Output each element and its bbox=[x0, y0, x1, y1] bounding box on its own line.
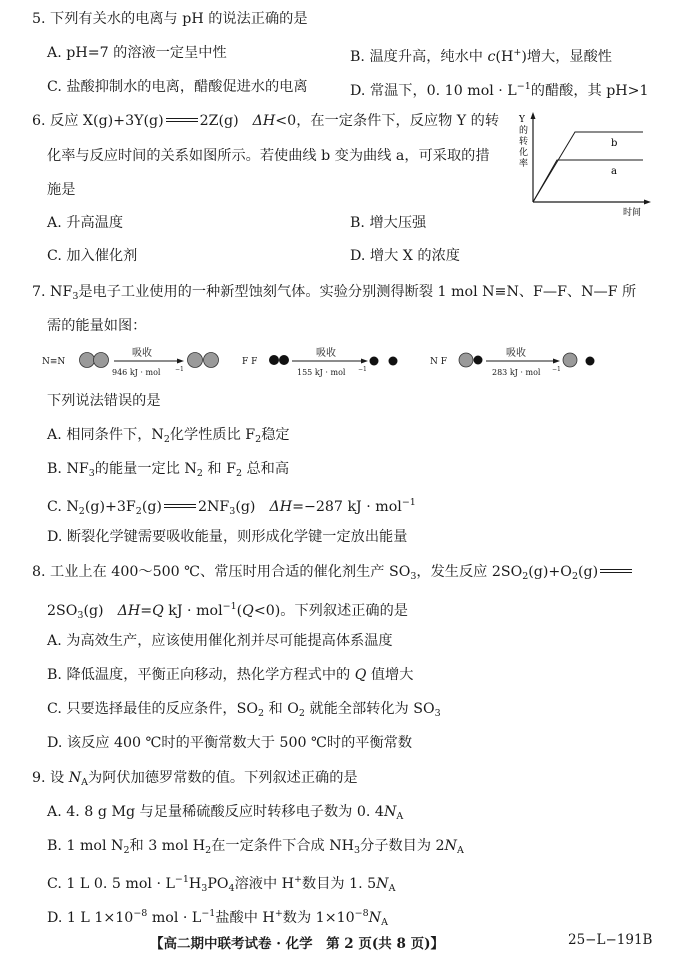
q8-option-a: A. 为高效生产，应该使用催化剂并尽可能提高体系温度 bbox=[47, 633, 393, 649]
q7-stem-line1: 7. $NF_3$是电子工业使用的一种新型蚀刻气体。实验分别测得断裂 1 mol N≡N、F—F、N—F 所 bbox=[32, 284, 637, 302]
nn-energy-unit-sup: −1 bbox=[175, 366, 184, 373]
n-atom-icon bbox=[80, 353, 95, 368]
q6-option-a: A. 升高温度 bbox=[47, 215, 124, 231]
f-atom-icon bbox=[389, 357, 398, 366]
nn-arrow-label: 吸收 bbox=[132, 348, 152, 359]
f-atom-icon bbox=[370, 357, 379, 366]
q5-option-d: D. 常温下，0. 10 mol · $L^{-1}$的醋酸，其 pH>1 bbox=[350, 81, 649, 99]
q5-option-c: C. 盐酸抑制水的电离，醋酸促进水的电离 bbox=[47, 79, 308, 95]
q7-stem-line2: 需的能量如图： bbox=[47, 318, 147, 334]
x-axis-label: 时间 bbox=[623, 208, 642, 218]
q7-bond-energy-figure bbox=[40, 344, 640, 380]
nf-energy-unit-sup: −1 bbox=[552, 366, 561, 373]
q8-stem-line2: $2SO_3(g)$ ΔH=Q kJ · mol$^{-1}$(Q<0)。下列叙述正确的是 bbox=[47, 601, 408, 621]
q8-stem-line1: 8. 工业上在 400～500 ℃、常压时用合适的催化剂生产 $SO_3$，发生反应 $2SO_2(g)+O_2(g)$ bbox=[32, 562, 634, 587]
y-axis-label-4: 化 bbox=[519, 148, 529, 158]
q6-option-b: B. 增大压强 bbox=[350, 215, 427, 231]
n-atom-icon bbox=[204, 353, 219, 368]
nf-label: N F bbox=[430, 357, 447, 367]
q9-option-a: A. 4. 8 g Mg 与足量稀硫酸反应时转移电子数为 0. $4N_A$ bbox=[47, 804, 404, 822]
q6-conversion-time-graph bbox=[515, 108, 655, 220]
curve-b bbox=[533, 132, 643, 202]
f-atom-icon bbox=[586, 357, 595, 366]
q6-stem-line2: 化率与反应时间的关系如图所示。若使曲线 b 变为曲线 a，可采取的措 bbox=[47, 148, 490, 164]
q5-option-b: B. 温度升高，纯水中 c(H+)增大，显酸性 bbox=[350, 47, 612, 65]
ff-energy: 155 kJ · mol bbox=[297, 368, 346, 377]
q5-stem: 5. 下列有关水的电离与 pH 的说法正确的是 bbox=[32, 11, 308, 27]
q7-option-c: C. $N_2(g)+3F_2(g)$ $2NF_3(g)$ ΔH=−287 kJ · mol$^{-1}$ bbox=[47, 497, 416, 517]
n-atom-icon bbox=[94, 353, 109, 368]
q8-option-b: B. 降低温度，平衡正向移动，热化学方程式中的 Q 值增大 bbox=[47, 667, 414, 683]
q7-option-a: A. 相同条件下，$N_2$化学性质比 $F_2$稳定 bbox=[47, 427, 290, 445]
curve-b-label: b bbox=[611, 138, 618, 149]
q5-option-a: A. pH=7 的溶液一定呈中性 bbox=[47, 45, 227, 61]
nf-arrow-label: 吸收 bbox=[506, 348, 526, 359]
nf-energy: 283 kJ · mol bbox=[492, 368, 541, 377]
curve-a-label: a bbox=[611, 166, 617, 177]
nn-energy: 946 kJ · mol bbox=[112, 368, 161, 377]
equals-arrow-icon bbox=[162, 499, 198, 513]
equilibrium-arrow-icon bbox=[164, 113, 200, 127]
q8-option-c: C. 只要选择最佳的反应条件，$SO_2$ 和 $O_2$ 就能全部转化为 $SO_3$ bbox=[47, 701, 441, 719]
footer-title: 【高二期中联考试卷 · 化学 第 2 页(共 8 页)】 bbox=[150, 936, 444, 952]
n-atom-icon bbox=[459, 353, 473, 367]
y-axis-label-3: 转 bbox=[519, 137, 529, 147]
n-atom-icon bbox=[188, 353, 203, 368]
q7-option-b: B. $NF_3$的能量一定比 $N_2$ 和 $F_2$ 总和高 bbox=[47, 461, 290, 479]
n-atom-icon bbox=[563, 353, 577, 367]
y-axis-label-1: Y bbox=[519, 115, 525, 125]
q7-option-d: D. 断裂化学键需要吸收能量，则形成化学键一定放出能量 bbox=[47, 529, 408, 545]
nn-label: N≡N bbox=[42, 357, 66, 367]
q9-option-c: C. 1 L 0. 5 mol · $L^{-1}H_3PO_4$溶液中 H+数目为 1. $5N_A$ bbox=[47, 874, 396, 894]
q7-question: 下列说法错误的是 bbox=[47, 393, 161, 409]
q6-option-d: D. 增大 X 的浓度 bbox=[350, 248, 460, 264]
q8-option-d: D. 该反应 400 ℃时的平衡常数大于 500 ℃时的平衡常数 bbox=[47, 735, 413, 751]
ff-arrow-label: 吸收 bbox=[316, 348, 336, 359]
q6-option-c: C. 加入催化剂 bbox=[47, 248, 138, 264]
f-atom-icon bbox=[269, 355, 279, 365]
q9-option-b: B. 1 mol $N_2$和 3 mol $H_2$在一定条件下合成 $NH_3$分子数目为 $2N_A$ bbox=[47, 838, 464, 856]
q6-stem-line1: 6. 反应 X(g)+3Y(g) 2Z(g) ΔH<0，在一定条件下，反应物 Y 的转 bbox=[32, 113, 500, 129]
curve-a bbox=[533, 160, 643, 202]
y-axis-label-5: 率 bbox=[519, 159, 529, 169]
ff-energy-unit-sup: −1 bbox=[358, 366, 367, 373]
equilibrium-arrow-icon bbox=[598, 564, 634, 578]
q9-stem: 9. 设 $N_A$为阿伏加德罗常数的值。下列叙述正确的是 bbox=[32, 770, 358, 788]
q9-option-d: D. 1 L $1\times 10^{-8}$ mol · $L^{-1}$盐酸中 H+数为 $1\times 10^{-8}N_A$ bbox=[47, 908, 388, 928]
ff-label: F F bbox=[242, 357, 258, 367]
f-atom-icon bbox=[474, 356, 483, 365]
y-axis-label-2: 的 bbox=[519, 126, 529, 136]
f-atom-icon bbox=[279, 355, 289, 365]
footer-code: 25−L−191B bbox=[568, 932, 653, 948]
q6-stem-line3: 施是 bbox=[47, 182, 76, 198]
